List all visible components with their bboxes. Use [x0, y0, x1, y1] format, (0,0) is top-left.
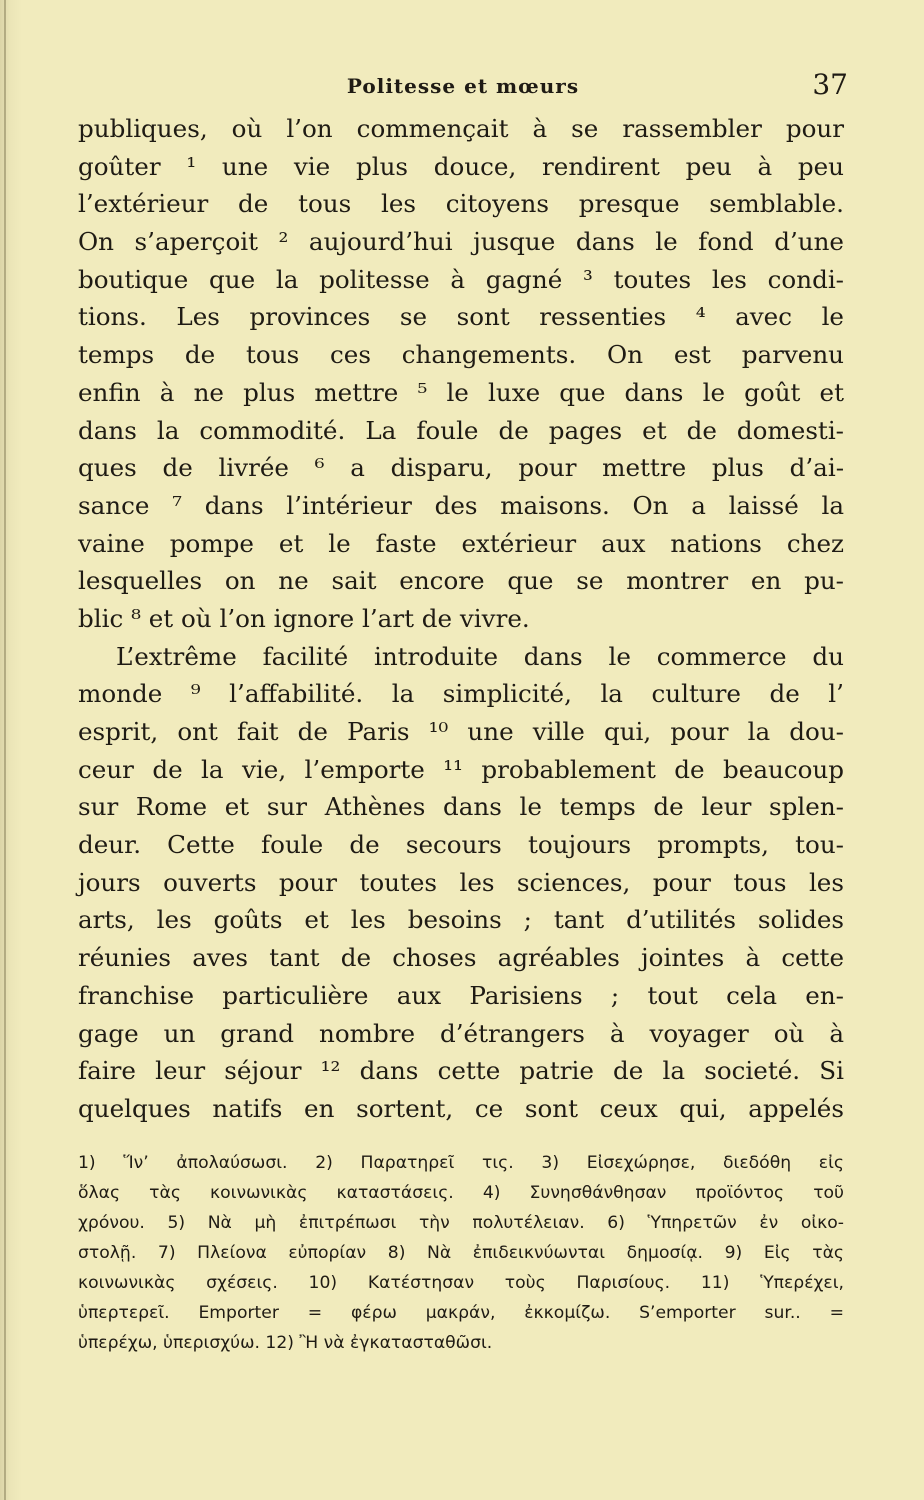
- footnotes: [78, 1148, 844, 1358]
- text-line: ceur de la vie, l’emporte ¹¹ probablement de beaucoup: [78, 754, 844, 784]
- text-line: boutique que la politesse à gagné ³ toutes les condi-: [78, 264, 844, 294]
- text-line: sance ⁷ dans l’intérieur des maisons. On a laissé la: [78, 490, 844, 520]
- text-line: lesquelles on ne sait encore que se montrer en pu-: [78, 566, 844, 596]
- footnote-line: στολῇ. 7) Πλείονα εὐπορίαν 8) Νὰ ἐπιδεικνύωνται δημοσίᾳ. 9) Εἰς τὰς: [78, 1243, 844, 1263]
- text-line: arts, les goûts et les besoins ; tant d’utilités solides: [78, 905, 844, 935]
- text-line: réunies aves tant de choses agréables jointes à cette: [78, 943, 844, 973]
- text-line: goûter ¹ une vie plus douce, rendirent peu à peu: [78, 151, 844, 181]
- paragraph-start-line: L’extrême facilité introduite dans le commerce du: [116, 641, 844, 671]
- running-title: Politesse et mœurs: [346, 74, 580, 98]
- text-line: enfin à ne plus mettre ⁵ le luxe que dans le goût et: [78, 377, 844, 407]
- text-line: quelques natifs en sortent, ce sont ceux qui, appelés: [78, 1093, 844, 1123]
- text-line: blic ⁸ et où l’on ignore l’art de vivre.: [78, 603, 530, 633]
- page-number: 37: [812, 68, 848, 101]
- footnote-line: ὑπερέχω, ὑπερισχύω. 12) Ἢ νὰ ἐγκατασταθῶσι.: [78, 1333, 493, 1353]
- text-line: On s’aperçoit ² aujourd’hui jusque dans le fond d’une: [78, 227, 844, 257]
- footnote-line: χρόνου. 5) Νὰ μὴ ἐπιτρέπωσι τὴν πολυτέλειαν. 6) Ὑπηρετῶν ἐν οἰκο-: [78, 1213, 844, 1233]
- text-line: ques de livrée ⁶ a disparu, pour mettre plus d’ai-: [78, 453, 844, 483]
- page-header: [78, 68, 848, 108]
- text-line: jours ouverts pour toutes les sciences, pour tous les: [78, 867, 844, 897]
- text-line: l’extérieur de tous les citoyens presque semblable.: [78, 189, 844, 219]
- text-line: vaine pompe et le faste extérieur aux nations chez: [78, 528, 844, 558]
- text-line: faire leur séjour ¹² dans cette patrie de la societé. Si: [78, 1056, 844, 1086]
- text-line: gage un grand nombre d’étrangers à voyager où à: [78, 1018, 844, 1048]
- text-line: deur. Cette foule de secours toujours prompts, tou-: [78, 830, 844, 860]
- text-line: publiques, où l’on commençait à se rassembler pour: [78, 114, 844, 143]
- text-line: sur Rome et sur Athènes dans le temps de leur splen-: [78, 792, 844, 822]
- footnote-line: ὑπερτερεῖ. Emporter = φέρω μακράν, ἐκκομίζω. S’emporter sur.. =: [78, 1303, 844, 1323]
- text-line: temps de tous ces changements. On est parvenu: [78, 340, 844, 370]
- main-text: [78, 110, 844, 1128]
- text-line: monde ⁹ l’affabilité. la simplicité, la culture de l’: [78, 679, 844, 709]
- text-line: esprit, ont fait de Paris ¹⁰ une ville qui, pour la dou-: [78, 717, 844, 746]
- text-line: dans la commodité. La foule de pages et de domesti-: [78, 415, 844, 445]
- text-line: tions. Les provinces se sont ressenties ⁴ avec le: [78, 302, 844, 332]
- footnote-line: κοινωνικὰς σχέσεις. 10) Κατέστησαν τοὺς Παρισίους. 11) Ὑπερέχει,: [78, 1273, 844, 1293]
- text-line: franchise particulière aux Parisiens ; tout cela en-: [78, 980, 844, 1010]
- binding-edge: [4, 0, 6, 1500]
- footnote-line: 1) Ἵν’ ἀπολαύσωσι. 2) Παρατηρεῖ τις. 3) Εἰσεχώρησε, διεδόθη εἰς: [78, 1153, 844, 1173]
- footnote-line: ὅλας τὰς κοινωνικὰς καταστάσεις. 4) Συνησθάνθησαν προϊόντος τοῦ: [78, 1183, 844, 1203]
